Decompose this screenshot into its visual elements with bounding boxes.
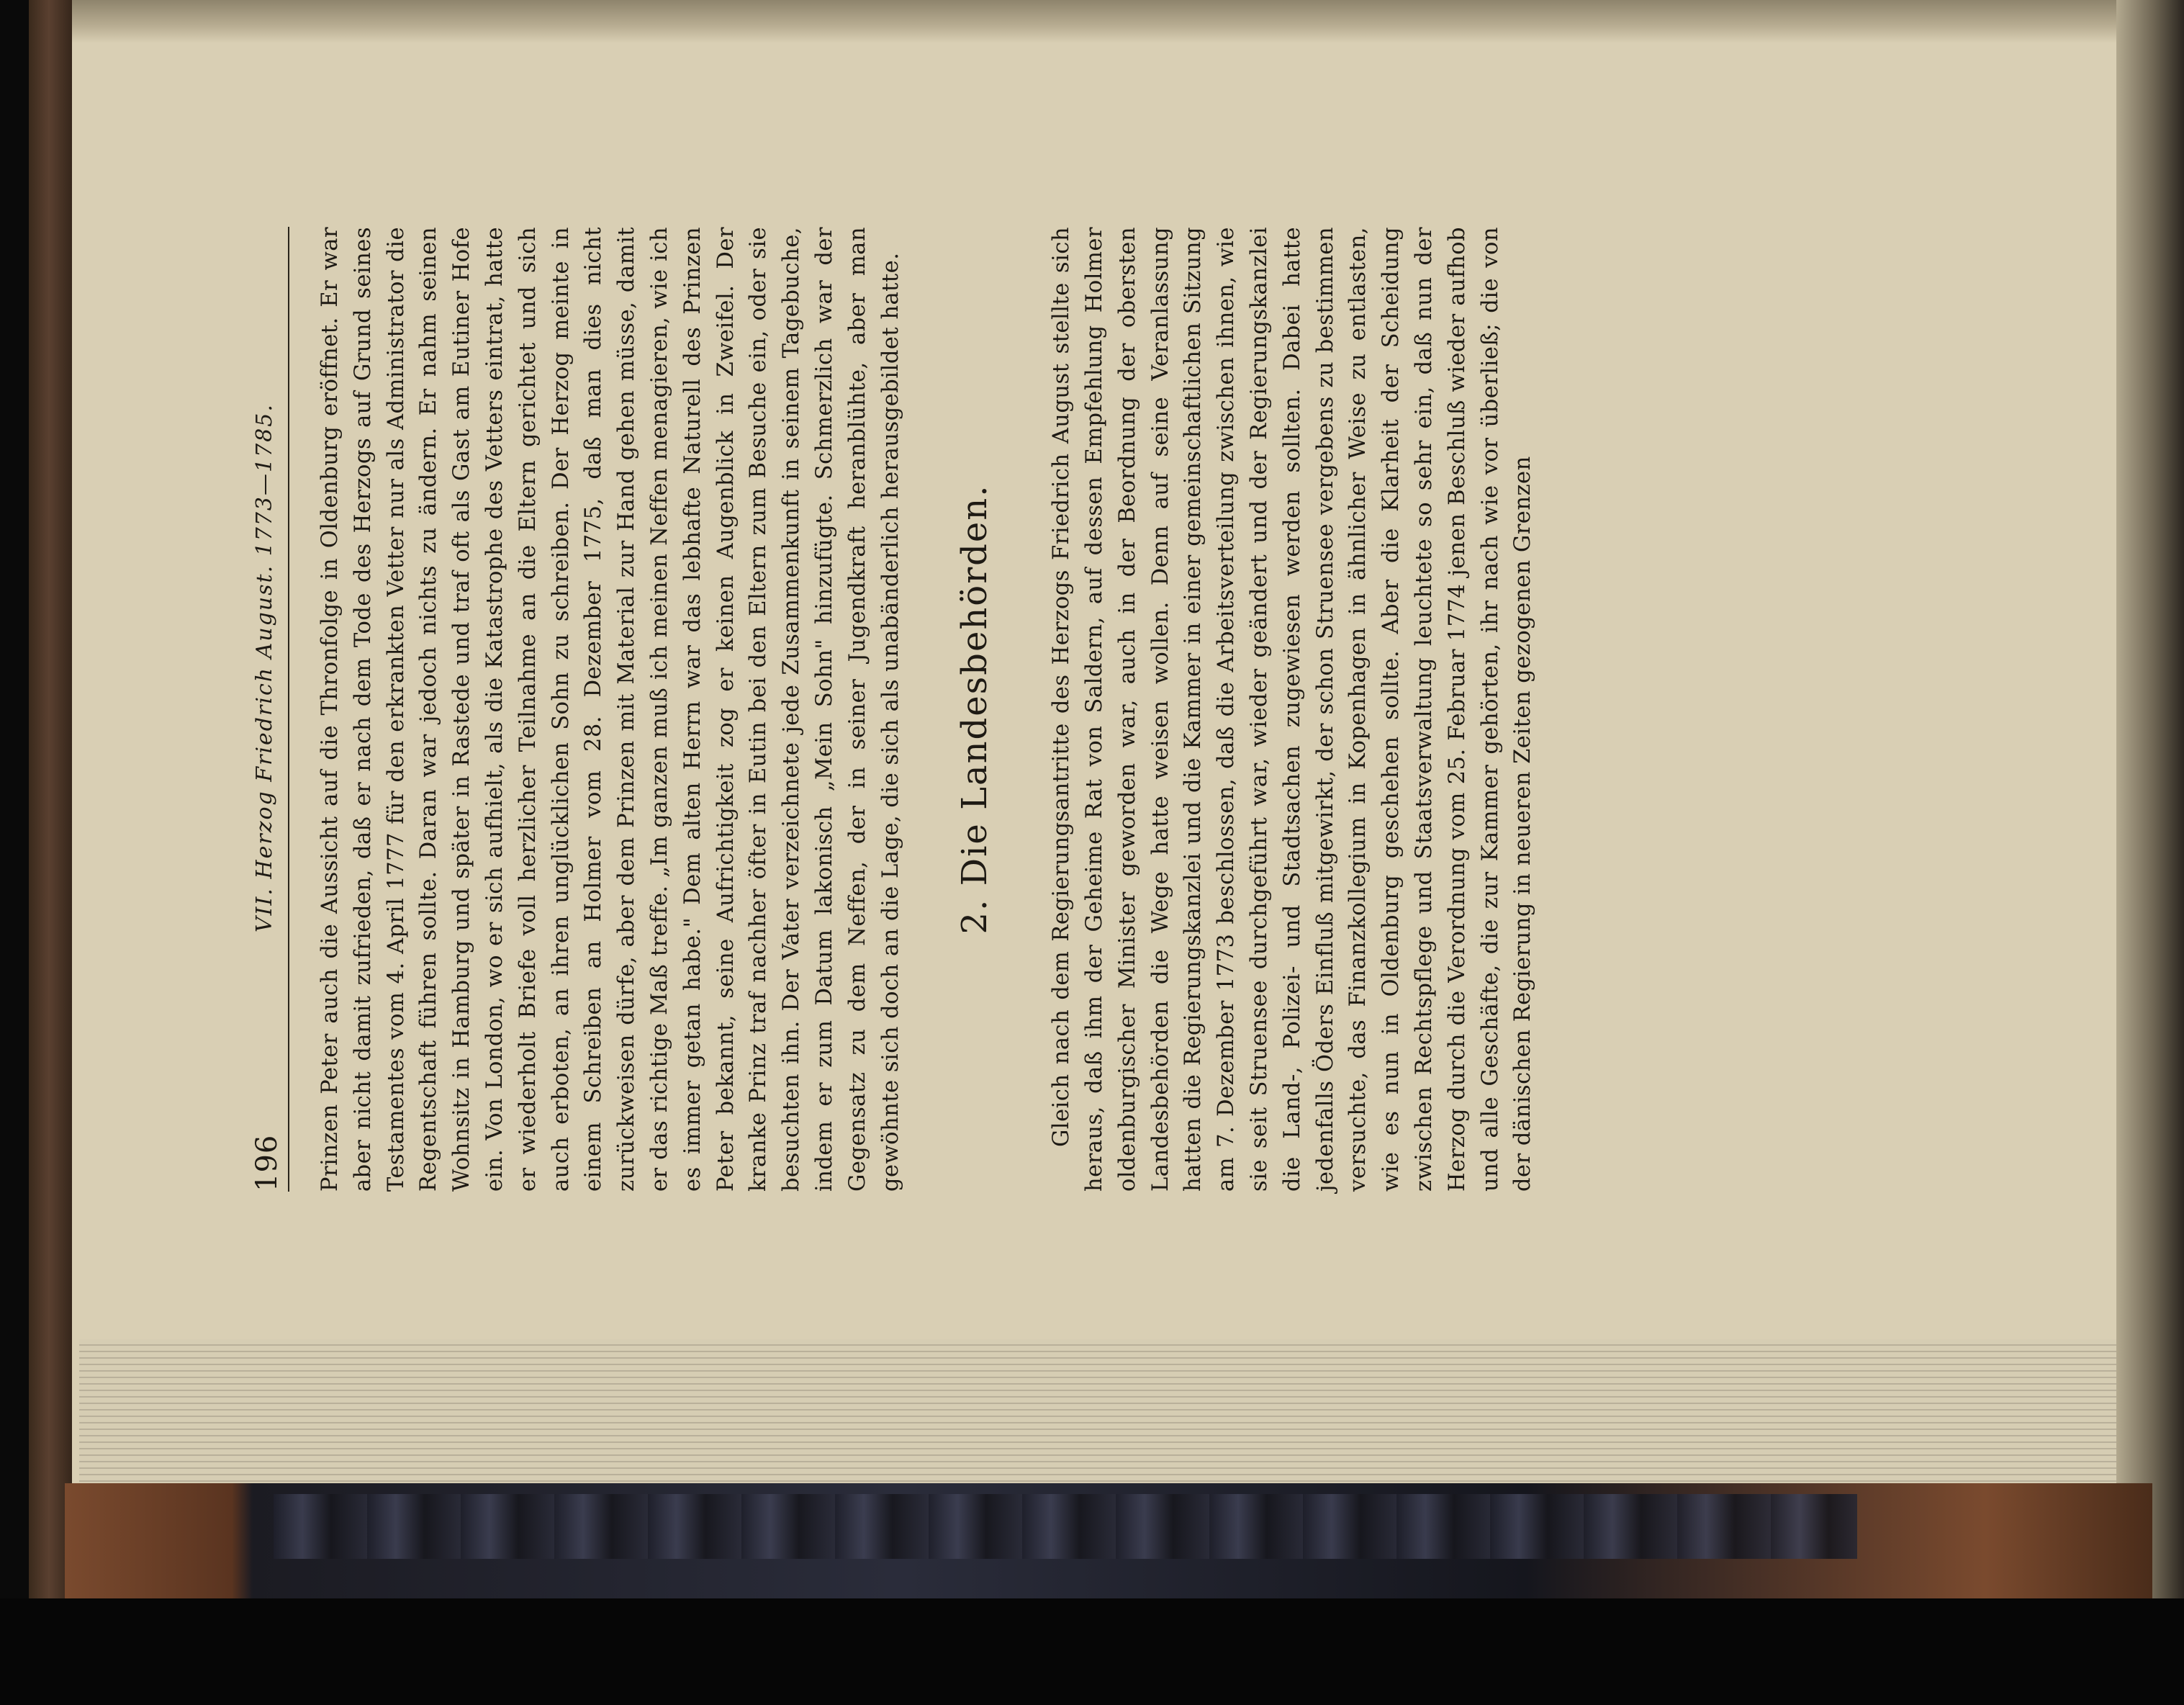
page-number: 196 — [251, 1134, 284, 1192]
paragraph-1: Prinzen Peter auch die Aussicht auf die Thronfolge in Oldenburg eröffnet. Er war aber nicht damit zufrieden, daß er nach dem Tode des Herzogs auf Grund seines Testamentes vom 4. April 1777 für den erkrankten Vetter nur als Administrator die Regentschaft führen sollte. Daran war jedoch nichts zu ändern. Er nahm seinen Wohnsitz in Hamburg und später in Rastede und traf oft als Gast am Eutiner Hofe ein. Von London, wo er sich aufhielt, als die Katastrophe des Vetters eintrat, hatte er wiederholt Briefe voll herzlicher Teilnahme an die Eltern gerichtet und sich auch erboten, an ihren unglücklichen Sohn zu schreiben. Der Herzog meinte in einem Schreiben an Holmer vom 28. Dezember 1775, daß man dies nicht zurückweisen dürfe, aber dem Prinzen mit Material zur Hand gehen müsse, damit er das richtige Maß treffe. „Im ganzen muß ich meinen Neffen menagieren, wie ich es immer getan habe." Dem alten Herrn war das lebhafte Naturell des Prinzen Peter bekannt, seine Aufrichtigkeit zog er keinen Augenblick in Zweifel. Der kranke Prinz traf nachher öfter in Eutin bei den Eltern zum Besuche ein, oder sie besuchten ihn. Der Vater verzeichnete jede Zusammenkunft in seinem Tagebuche, indem er zum Datum lakonisch „Mein Sohn" hinzufügte. Schmerzlich war der Gegensatz zu dem Neffen, der in seiner Jugendkraft heranblühte, aber man gewöhnte sich doch an die Lage, die sich als unabänderlich herausgebildet hatte. — [317, 227, 903, 1192]
scan-bottom-margin — [0, 1598, 2184, 1705]
book-page — [238, 227, 1922, 1192]
page-body — [314, 227, 1540, 1192]
running-head — [238, 227, 289, 1192]
running-head-title: VII. Herzog Friedrich August. 1773—1785. — [252, 403, 277, 932]
page-fore-edge — [2116, 0, 2184, 1705]
section-heading: 2. Die Landesbehörden. — [955, 484, 996, 935]
page-stack-edge — [79, 1339, 2160, 1498]
spine-cloth-band — [274, 1494, 1857, 1559]
page-gutter-shadow — [72, 0, 2160, 43]
paragraph-2: Gleich nach dem Regierungsantritte des Herzogs Friedrich August stellte sich heraus, daß ihm der Geheime Rat von Saldern, auf dessen Empfehlung Holmer oldenburgischer Minister geworden war, auch in der Beordnung der obersten Landesbehörden die Wege hatte weisen wollen. Denn auf seine Veranlassung hatten die Regierungskanzlei und die Kammer in einer gemeinschaftlichen Sitzung am 7. Dezember 1773 beschlossen, daß die Arbeitsverteilung zwischen ihnen, wie sie seit Struensee durchgeführt war, wieder geändert und der Regierungskanzlei die Land-, Polizei- und Stadtsachen zugewiesen werden sollten. Dabei hatte jedenfalls Öders Einfluß mitgewirkt, der schon Struensee vergebens zu bestimmen versuchte, das Finanzkollegium in Kopenhagen in ähnlicher Weise zu entlasten, wie es nun in Oldenburg geschehen sollte. Aber die Klarheit der Scheidung zwischen Rechtspflege und Staatsverwaltung leuchtete so sehr ein, daß nun der Herzog durch die Verordnung vom 25. Februar 1774 jenen Beschluß wieder aufhob und alle Geschäfte, die zur Kammer gehörten, ihr nach wie vor überließ; die von der dänischen Regierung in neueren Zeiten gezogenen Grenzen — [1049, 227, 1536, 1192]
